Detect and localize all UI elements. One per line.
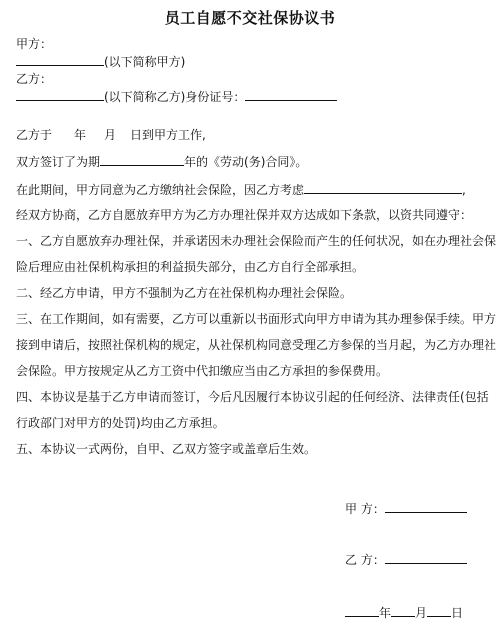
document-title: 员工自愿不交社保协议书 xyxy=(164,9,336,27)
contract-line xyxy=(16,152,307,170)
date-month-blank xyxy=(391,603,415,617)
clause-3-line-2: 接到申请后，按照社保机构的规定，从社保机构同意受理乙方参保的当月起，为乙方办理社 xyxy=(16,338,497,352)
consult-text: 经双方协商，乙方自愿放弃甲方为乙方办理社保并双方达成如下条款，以资共同遵守： xyxy=(16,208,473,222)
date-year-label: 年 xyxy=(379,606,392,620)
join-month-label: 月 xyxy=(104,128,117,142)
clause-3-line-3: 会保险。甲方按规定从乙方工资中代扣缴应当由乙方承担的参保费用。 xyxy=(16,364,389,378)
date-day-blank xyxy=(427,603,451,617)
clause-2: 二、经乙方申请，甲方不强制为乙方在社保机构办理社会保险。 xyxy=(16,286,353,300)
sign-party-b xyxy=(345,550,467,568)
party-b-label: 乙方： xyxy=(16,72,53,86)
reason-blank xyxy=(304,180,462,194)
clause-1-line-1: 一、乙方自愿放弃办理社保，并承诺因未办理社会保险而产生的任何状况，如在办理社会保 xyxy=(16,234,497,248)
party-a-line xyxy=(16,52,185,70)
period-end: , xyxy=(462,183,466,197)
clause-5: 五、本协议一式两份，自甲、乙双方签字或盖章后生效。 xyxy=(16,442,317,456)
clause-4-line-1: 四、本协议是基于乙方申请而签订，今后凡因履行本协议引起的任何经济、法律责任(包括 xyxy=(16,390,489,404)
clause-1-line-2: 险后理应由社保机构承担的利益损失部分，由乙方自行全部承担。 xyxy=(16,260,365,274)
join-prefix: 乙方于 xyxy=(16,128,53,142)
sign-date xyxy=(345,603,463,621)
join-date-line xyxy=(16,127,206,143)
date-year-blank xyxy=(345,603,379,617)
party-b-name-blank xyxy=(16,87,104,101)
party-a-note: (以下简称甲方) xyxy=(104,55,186,69)
join-suffix: 日到甲方工作, xyxy=(130,128,206,142)
clause-3-line-1: 三、在工作期间，如有需要，乙方可以重新以书面形式向甲方申请为其办理参保手续。甲方 xyxy=(16,312,497,326)
party-a-name-blank xyxy=(16,52,104,66)
contract-suffix: 年的《劳动(务)合同》。 xyxy=(184,155,308,169)
join-year-label: 年 xyxy=(74,128,87,142)
party-b-note: (以下简称乙方)身份证号： xyxy=(104,90,246,104)
sign-party-a xyxy=(345,499,467,517)
party-a-label: 甲方： xyxy=(16,37,53,51)
date-day-label: 日 xyxy=(451,606,464,620)
sign-party-a-label: 甲 方： xyxy=(345,502,385,516)
sign-party-b-blank xyxy=(385,550,467,564)
period-text: 在此期间，甲方同意为乙方缴纳社会保险，因乙方考虑 xyxy=(16,183,305,197)
sign-party-b-label: 乙 方： xyxy=(345,553,385,567)
clause-4-line-2: 行政部门对甲方的处罚)均由乙方承担。 xyxy=(16,416,225,430)
period-line xyxy=(16,180,466,198)
contract-years-blank xyxy=(100,152,184,166)
date-month-label: 月 xyxy=(415,606,428,620)
contract-prefix: 双方签订了为期 xyxy=(16,155,101,169)
sign-party-a-blank xyxy=(385,499,467,513)
id-number-blank xyxy=(245,87,337,101)
party-b-line xyxy=(16,87,337,105)
